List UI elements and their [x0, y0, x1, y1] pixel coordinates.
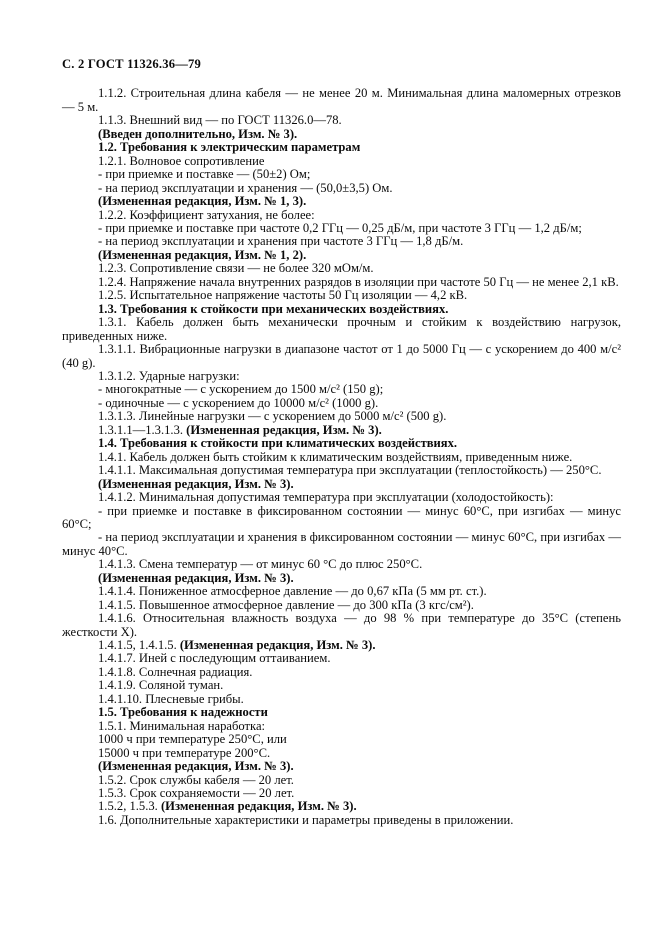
paragraph	[62, 612, 621, 639]
text-run: 1.2.4. Напряжение начала внутренних разрядов в изоляции при частоте 50 Гц — не менее 2,1 кВ.	[98, 274, 619, 289]
text-run: 1.2.1. Волновое сопротивление	[98, 153, 265, 168]
document-body	[62, 87, 621, 827]
paragraph	[62, 410, 621, 423]
paragraph	[62, 652, 621, 665]
paragraph	[62, 814, 621, 827]
paragraph	[62, 733, 621, 746]
paragraph	[62, 289, 621, 302]
paragraph	[62, 774, 621, 787]
text-run: 1.1.2. Строительная длина кабеля — не менее 20 м. Минимальная длина маломерных отрезков — 5 м.	[62, 86, 621, 114]
paragraph	[62, 800, 621, 813]
page-header: С. 2 ГОСТ 11326.36—79	[62, 57, 202, 71]
paragraph	[62, 679, 621, 692]
text-run: 1.2.2. Коэффициент затухания, не более:	[98, 207, 315, 222]
paragraph	[62, 787, 621, 800]
paragraph	[62, 303, 621, 316]
paragraph	[62, 249, 621, 262]
text-run: 1.4.1.7. Иней с последующим оттаиванием.	[98, 651, 331, 666]
paragraph	[62, 262, 621, 275]
text-run: - многократные — с ускорением до 1500 м/с² (150 g);	[98, 382, 384, 397]
paragraph	[62, 209, 621, 222]
text-run: 1.4.1. Кабель должен быть стойким к климатическим воздействиям, приведенным ниже.	[98, 449, 573, 464]
text-run-bold: (Измененная редакция, Изм. № 3).	[160, 799, 357, 814]
paragraph	[62, 195, 621, 208]
text-run-bold: (Измененная редакция, Изм. № 3).	[98, 570, 294, 585]
text-run: - на период эксплуатации и хранения — (50,0±3,5) Ом.	[98, 180, 393, 195]
text-run: 1.4.1.4. Пониженное атмосферное давление — до 0,67 кПа (5 мм рт. ст.).	[98, 584, 487, 599]
paragraph	[62, 599, 621, 612]
text-run-bold: 1.2. Требования к электрическим параметрам	[98, 140, 361, 155]
text-run: - на период эксплуатации и хранения при частоте 3 ГГц — 1,8 дБ/м.	[98, 234, 464, 249]
text-run: 1.4.1.1. Максимальная допустимая температура при эксплуатации (теплостойкость) — 250°С.	[98, 463, 602, 478]
text-run: 1.3.1.1—1.3.1.3.	[98, 422, 187, 437]
paragraph	[62, 666, 621, 679]
paragraph	[62, 182, 621, 195]
text-run-bold: (Измененная редакция, Изм. № 1, 2).	[98, 247, 307, 262]
text-run-bold: (Измененная редакция, Изм. № 3).	[186, 422, 382, 437]
text-run: 15000 ч при температуре 200°С.	[98, 745, 271, 760]
text-run: 1.5.2, 1.5.3.	[98, 799, 161, 814]
paragraph	[62, 397, 621, 410]
text-run-bold: (Измененная редакция, Изм. № 3).	[98, 476, 294, 491]
text-run: 1.1.3. Внешний вид — по ГОСТ 11326.0—78.	[98, 113, 342, 128]
paragraph	[62, 706, 621, 719]
paragraph	[62, 276, 621, 289]
paragraph	[62, 383, 621, 396]
paragraph	[62, 424, 621, 437]
paragraph	[62, 693, 621, 706]
paragraph	[62, 235, 621, 248]
text-run-bold: (Введен дополнительно, Изм. № 3).	[98, 126, 298, 141]
text-run: 1.4.1.6. Относительная влажность воздуха — до 98 % при температуре до 35°С (степень жесткости X).	[62, 611, 621, 639]
text-run-bold: 1.4. Требования к стойкости при климатических воздействиях.	[98, 436, 458, 451]
paragraph	[62, 505, 621, 532]
paragraph	[62, 222, 621, 235]
text-run-bold: 1.3. Требования к стойкости при механических воздействиях.	[98, 301, 449, 316]
paragraph	[62, 585, 621, 598]
paragraph	[62, 316, 621, 343]
paragraph	[62, 141, 621, 154]
text-run: - на период эксплуатации и хранения в фиксированном состоянии — минус 60°С, при изгибах — минус 40°С.	[62, 530, 621, 558]
text-run-bold: 1.5. Требования к надежности	[98, 705, 268, 720]
text-run-bold: (Измененная редакция, Изм. № 1, 3).	[98, 194, 307, 209]
paragraph	[62, 464, 621, 477]
text-run: 1.4.1.5. Повышенное атмосферное давление — до 300 кПа (3 кгс/см²).	[98, 597, 474, 612]
paragraph	[62, 370, 621, 383]
paragraph	[62, 168, 621, 181]
paragraph	[62, 343, 621, 370]
paragraph	[62, 558, 621, 571]
text-run: 1.4.1.9. Соляной туман.	[98, 678, 224, 693]
text-run: 1.3.1.1. Вибрационные нагрузки в диапазоне частот от 1 до 5000 Гц — с ускорением до 400 м/с² (40 g).	[62, 342, 621, 370]
paragraph	[62, 155, 621, 168]
paragraph	[62, 437, 621, 450]
text-run: 1.5.1. Минимальная наработка:	[98, 718, 266, 733]
text-run: 1.4.1.2. Минимальная допустимая температура при эксплуатации (холодостойкость):	[98, 490, 554, 505]
text-run: 1.4.1.10. Плесневые грибы.	[98, 691, 244, 706]
text-run: 1.2.3. Сопротивление связи — не более 320 мОм/м.	[98, 261, 374, 276]
text-run: - при приемке и поставке — (50±2) Ом;	[98, 167, 311, 182]
text-run: 1.3.1.3. Линейные нагрузки — с ускорением до 5000 м/с² (500 g).	[98, 409, 447, 424]
text-run: - при приемке и поставке при частоте 0,2 ГГц — 0,25 дБ/м, при частоте 3 ГГц — 1,2 дБ/м;	[98, 220, 582, 235]
text-run: 1.6. Дополнительные характеристики и параметры приведены в приложении.	[98, 812, 514, 827]
text-run: 1.3.1.2. Ударные нагрузки:	[98, 368, 240, 383]
text-run: 1.4.1.5, 1.4.1.5.	[98, 638, 180, 653]
text-run: 1.5.3. Срок сохраняемости — 20 лет.	[98, 786, 295, 801]
paragraph	[62, 128, 621, 141]
paragraph	[62, 639, 621, 652]
paragraph	[62, 87, 621, 114]
text-run: - при приемке и поставке в фиксированном состоянии — минус 60°С, при изгибах — минус 60°С;	[62, 503, 621, 531]
text-run: 1.5.2. Срок службы кабеля — 20 лет.	[98, 772, 294, 787]
paragraph	[62, 451, 621, 464]
paragraph	[62, 572, 621, 585]
text-run: 1.4.1.3. Смена температур — от минус 60 °С до плюс 250°С.	[98, 557, 423, 572]
text-run: 1.4.1.8. Солнечная радиация.	[98, 664, 253, 679]
paragraph	[62, 531, 621, 558]
paragraph	[62, 747, 621, 760]
text-run-bold: (Измененная редакция, Изм. № 3).	[98, 759, 294, 774]
paragraph	[62, 114, 621, 127]
text-run-bold: (Измененная редакция, Изм. № 3).	[179, 638, 376, 653]
text-run: 1.2.5. Испытательное напряжение частоты 50 Гц изоляции — 4,2 кВ.	[98, 288, 468, 303]
paragraph	[62, 478, 621, 491]
paragraph	[62, 720, 621, 733]
text-run: 1.3.1. Кабель должен быть механически прочным и стойким к воздействию нагрузок, приведенных ниже.	[62, 315, 621, 343]
paragraph	[62, 491, 621, 504]
text-run: 1000 ч при температуре 250°С, или	[98, 732, 287, 747]
text-run: - одиночные — с ускорением до 10000 м/с² (1000 g).	[98, 395, 379, 410]
paragraph	[62, 760, 621, 773]
